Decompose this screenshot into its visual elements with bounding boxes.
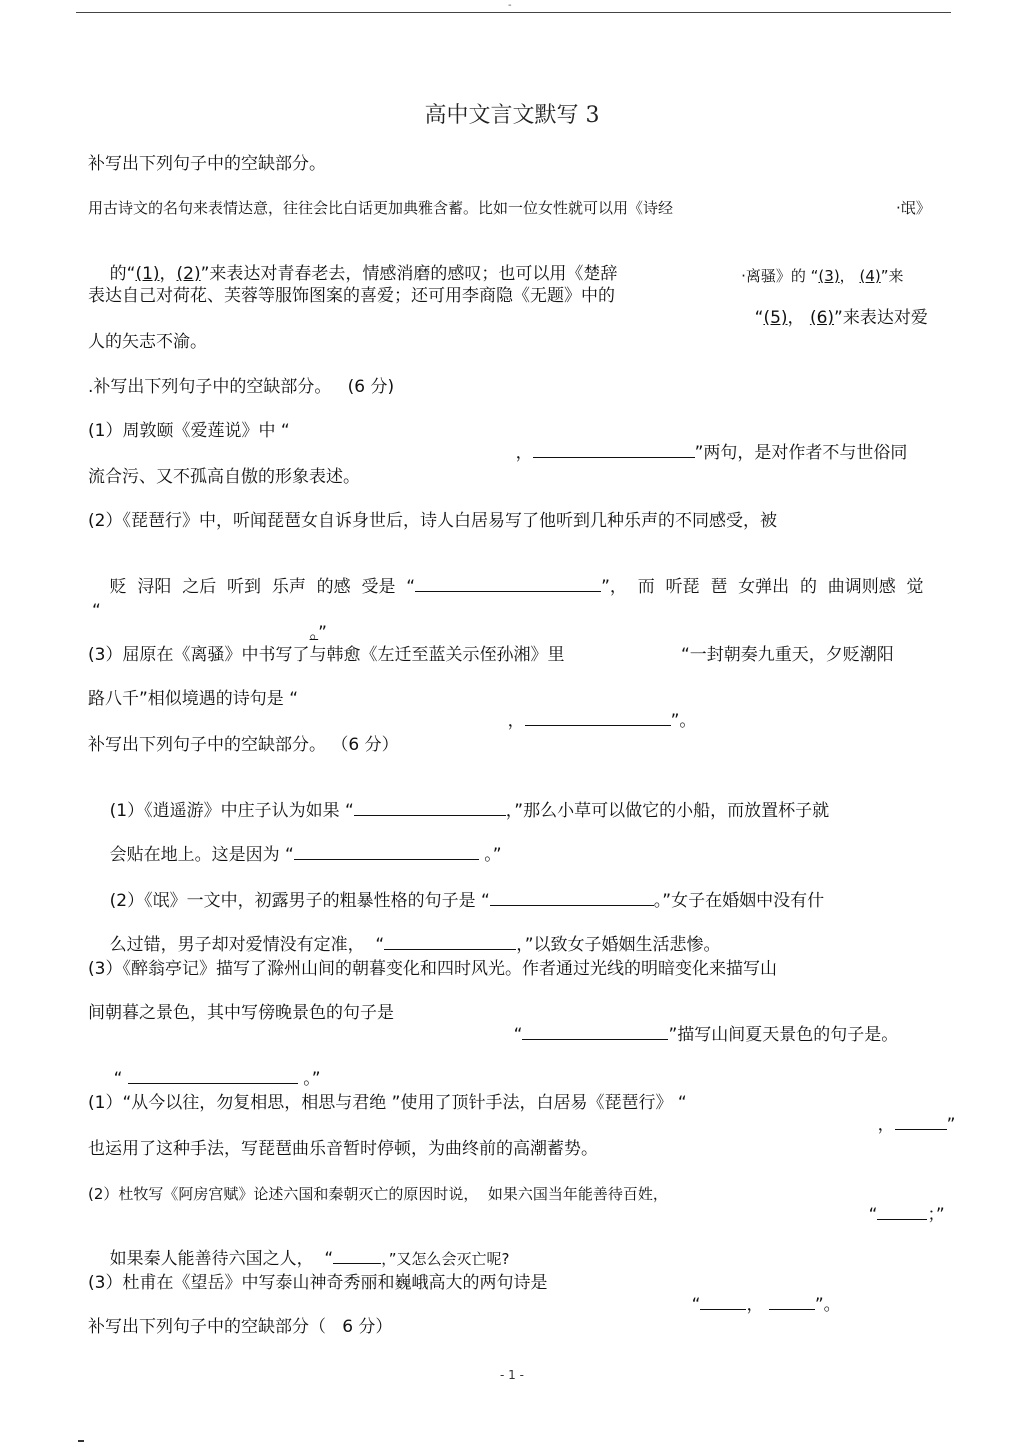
answer-blank: “ ， ”。 bbox=[691, 1295, 841, 1315]
section-heading: .补写出下列句子中的空缺部分。 (6 分) bbox=[88, 377, 395, 397]
text-line: “(5)， (6)”来表达对爱 bbox=[754, 308, 928, 328]
instruction-line: 补写出下列句子中的空缺部分。 bbox=[88, 154, 326, 174]
question-line: 路八千”相似境遇的诗句是 “ bbox=[88, 689, 299, 709]
answer-blank: “ ；” bbox=[868, 1205, 945, 1225]
question-line: (1）“从今以往，勿复相思，相思与君绝 ”使用了顶针手法，白居易《琵琶行》 “ bbox=[88, 1093, 687, 1113]
page-title: 高中文言文默写 3 bbox=[424, 103, 600, 128]
question-line: (2）《琵琶行》中，听闻琵琶女自诉身世后，诗人白居易写了他听到几种乐声的不同感受，被 bbox=[88, 511, 777, 531]
question-line: (3）杜甫在《望岳》中写泰山神奇秀丽和巍峨高大的两句诗是 bbox=[88, 1273, 548, 1293]
question-line: (2）杜牧写《阿房宫赋》论述六国和秦朝灭亡的原因时说， 如果六国当年能善待百姓， bbox=[88, 1185, 668, 1203]
answer-blank: ， ” bbox=[877, 1115, 956, 1135]
answer-blank: “ 。” bbox=[113, 1069, 321, 1089]
blank-6: (6) bbox=[809, 308, 835, 328]
text-line: 的“(1)，(2)”来表达对青春老去，情感消磨的感叹；也可以用《楚辞 bbox=[109, 264, 618, 284]
text-line: “一封朝奏九重天，夕贬潮阳 bbox=[681, 645, 894, 665]
page-number: - 1 - bbox=[500, 1368, 524, 1382]
blank-3: (3) bbox=[818, 267, 840, 285]
answer-blank: 。” bbox=[309, 623, 327, 643]
question-line: 间朝暮之景色，其中写傍晚景色的句子是 bbox=[88, 1003, 394, 1023]
question-line: (3）《醉翁亭记》描写了滁州山间的朝暮变化和四时风光。作者通过光线的明暗变化来描写山 bbox=[88, 959, 777, 979]
question-line: 么过错，男子却对爱情没有定准， “ ，”以致女子婚姻生活悲惨。 bbox=[109, 935, 721, 955]
question-line: 如果秦人能善待六国之人， “ ，”又怎么会灭亡呢? bbox=[109, 1249, 510, 1269]
question-line: (3）屈原在《离骚》中书写了与韩愈《左迁至蓝关示侄孙湘》里 bbox=[88, 645, 565, 665]
question-line: (1）《逍遥游》中庄子认为如果 “ ，”那么小草可以做它的小船，而放置杯子就 bbox=[109, 801, 830, 821]
answer-blank: ， ”。 bbox=[507, 711, 697, 731]
header-mark: - bbox=[508, 0, 512, 11]
question-line: (2）《氓》一文中，初露男子的粗暴性格的句子是 “ 。”女子在婚姻中没有什 bbox=[109, 891, 825, 911]
question-line: (1）周敦颐《爱莲说》中 “ bbox=[88, 421, 290, 441]
text-line: 表达自己对荷花、芙蓉等服饰图案的喜爱；还可用李商隐《无题》中的 bbox=[88, 286, 615, 306]
answer-blank: ， ”两句，是对作者不与世俗同 bbox=[515, 443, 908, 463]
blank-2: (2) bbox=[176, 264, 201, 284]
blank-5: (5) bbox=[763, 308, 788, 328]
blank-4: (4) bbox=[859, 267, 881, 285]
question-line: 贬 浔阳 之后 听到 乐声 的感 受是 “ ”， 而 听琵 琶 女弹出 的 曲调则感 觉 bbox=[109, 577, 924, 597]
text-line: 也运用了这种手法，写琵琶曲乐音暂时停顿，为曲终前的高潮蓄势。 bbox=[88, 1139, 598, 1159]
text-line: 流合污、又不孤高自傲的形象表述。 bbox=[88, 467, 360, 487]
question-line: 会贴在地上。这是因为 “ 。” bbox=[109, 845, 502, 865]
section-heading: 补写出下列句子中的空缺部分（ 6 分） bbox=[88, 1317, 393, 1337]
text-line: ·氓》 bbox=[896, 199, 931, 217]
section-heading: 补写出下列句子中的空缺部分。 （6 分） bbox=[88, 735, 399, 755]
answer-blank: “ bbox=[92, 601, 101, 621]
top-rule bbox=[76, 12, 951, 13]
text-line: 用古诗文的名句来表情达意，往往会比白话更加典雅含蓄。比如一位女性就可以用《诗经 bbox=[88, 199, 674, 217]
text-line: ·离骚》的 “(3)， (4)”来 bbox=[741, 267, 904, 285]
answer-blank: “ ”描写山间夏天景色的句子是。 bbox=[513, 1025, 899, 1045]
text-line: 人的矢志不渝。 bbox=[88, 332, 207, 352]
blank-1: (1) bbox=[135, 264, 160, 284]
corner-mark bbox=[78, 1440, 84, 1442]
